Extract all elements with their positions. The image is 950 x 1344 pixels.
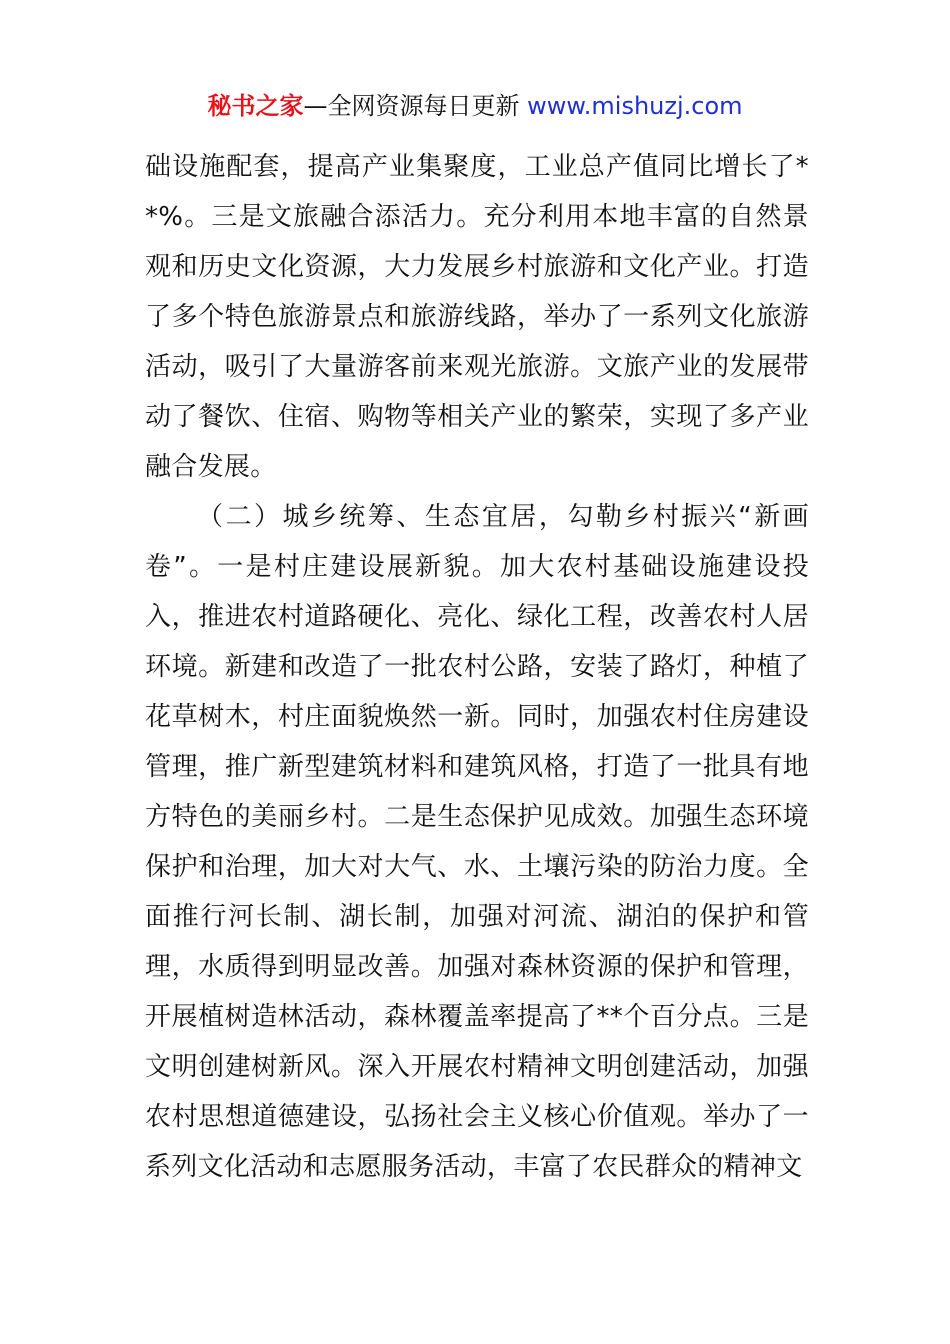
document-body <box>145 142 809 1192</box>
site-url-link[interactable]: www.mishuzj.com <box>527 92 743 120</box>
header-tagline: —全网资源每日更新 <box>303 92 528 120</box>
site-header <box>0 86 950 126</box>
paragraph-continued: 础设施配套，提高产业集聚度，工业总产值同比增长了**%。三是文旅融合添活力。充分利用本地丰富的自然景观和历史文化资源，大力发展乡村旅游和文化产业。打造了多个特色旅游景点和旅游线路，举办了一系列文化旅游活动，吸引了大量游客前来观光旅游。文旅产业的发展带动了餐饮、住宿、购物等相关产业的繁荣，实现了多产业融合发展。 <box>145 152 809 482</box>
paragraph-section-two: （二）城乡统筹、生态宜居，勾勒乡村振兴“新画卷”。一是村庄建设展新貌。加大农村基础设施建设投入，推进农村道路硬化、亮化、绿化工程，改善农村人居环境。新建和改造了一批农村公路，安装了路灯，种植了花草树木，村庄面貌焕然一新。同时，加强农村住房建设管理，推广新型建筑材料和建筑风格，打造了一批具有地方特色的美丽乡村。二是生态保护见成效。加强生态环境保护和治理，加大对大气、水、土壤污染的防治力度。全面推行河长制、湖长制，加强对河流、湖泊的保护和管理，水质得到明显改善。加强对森林资源的保护和管理，开展植树造林活动，森林覆盖率提高了**个百分点。三是文明创建树新风。深入开展农村精神文明创建活动，加强农村思想道德建设，弘扬社会主义核心价值观。举办了一系列文化活动和志愿服务活动，丰富了农民群众的精神文 <box>145 502 809 1182</box>
brand-name: 秘书之家 <box>207 92 304 120</box>
